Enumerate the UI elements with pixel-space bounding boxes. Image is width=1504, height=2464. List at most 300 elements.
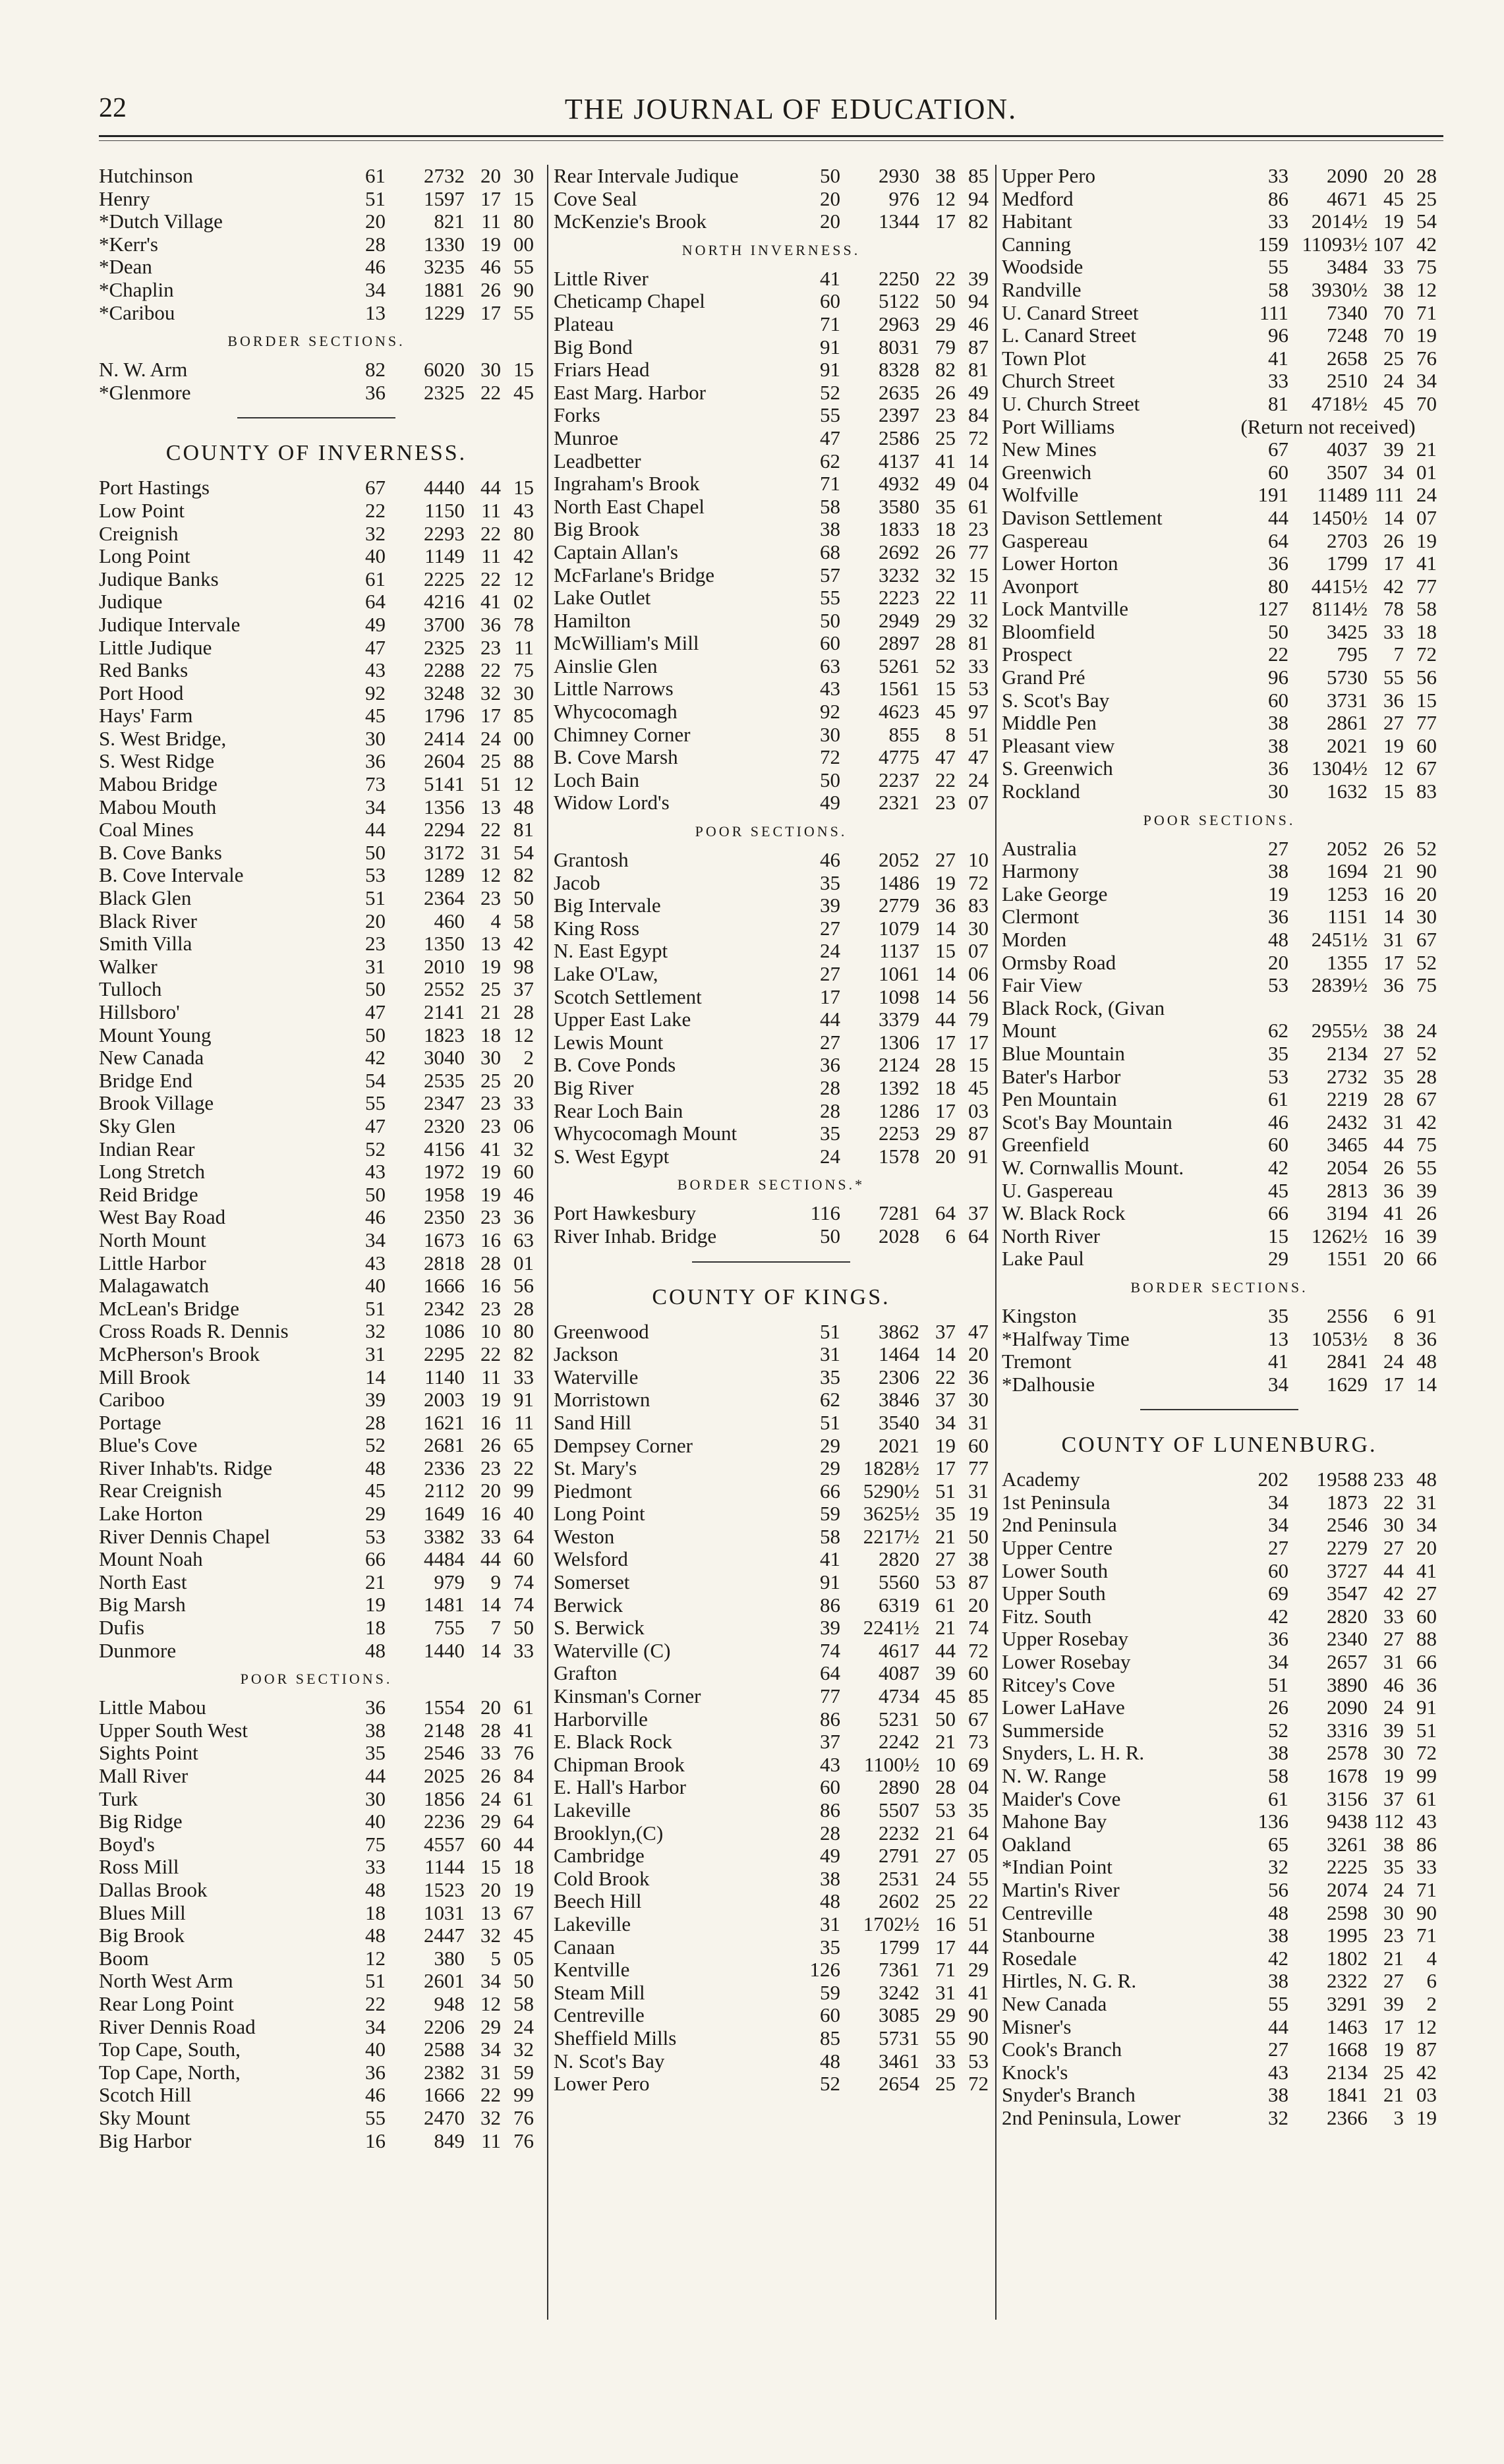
value-b: 2219 bbox=[1327, 1087, 1368, 1111]
value-b: 1149 bbox=[424, 544, 465, 568]
section-name: Coal Mines bbox=[99, 818, 194, 842]
value-c: 14 bbox=[1383, 505, 1404, 529]
value-a: 26 bbox=[1268, 1696, 1288, 1719]
table-row bbox=[1002, 1133, 1437, 1157]
value-d: 76 bbox=[513, 2129, 534, 2152]
section-name: Bloomfield bbox=[1002, 620, 1095, 643]
value-b: 3172 bbox=[424, 840, 465, 864]
value-b: 2598 bbox=[1327, 1901, 1368, 1924]
section-name: McPherson's Brook bbox=[99, 1342, 260, 1365]
section-name: Knock's bbox=[1002, 2061, 1068, 2084]
value-b: 1355 bbox=[1327, 950, 1368, 974]
value-d: 20 bbox=[968, 1342, 989, 1366]
table-row bbox=[99, 978, 534, 1001]
value-b: 460 bbox=[434, 909, 465, 932]
value-c: 19 bbox=[480, 232, 501, 256]
value-b: 1061 bbox=[879, 962, 919, 985]
value-c: 6 bbox=[945, 1224, 956, 1247]
value-a: 68 bbox=[820, 540, 840, 563]
value-b: 1330 bbox=[424, 232, 465, 256]
value-d: 88 bbox=[513, 749, 534, 773]
value-d: 28 bbox=[513, 1296, 534, 1320]
value-c: 33 bbox=[1383, 619, 1404, 643]
value-c: 11 bbox=[481, 498, 501, 522]
value-d: 28 bbox=[1416, 164, 1437, 187]
value-d: 87 bbox=[1416, 2038, 1437, 2061]
table-row bbox=[99, 545, 534, 568]
value-d: 81 bbox=[513, 818, 534, 842]
table-row bbox=[1002, 1947, 1437, 1970]
value-a bbox=[1242, 997, 1288, 1020]
journal-title: THE JOURNAL OF EDUCATION. bbox=[564, 93, 1018, 125]
table-row bbox=[1002, 1111, 1437, 1134]
value-c: 19 bbox=[1383, 1764, 1404, 1787]
value-d: 43 bbox=[1416, 1810, 1437, 1833]
table-row bbox=[1002, 1674, 1437, 1697]
value-a: 126 bbox=[809, 1958, 840, 1982]
value-c: 27 bbox=[935, 848, 956, 872]
value-c: 10 bbox=[935, 1752, 956, 1776]
section-name: Long Stretch bbox=[99, 1160, 205, 1184]
value-d: 94 bbox=[968, 186, 989, 210]
section-name: Bridge End bbox=[99, 1069, 193, 1092]
section-name: Steam Mill bbox=[554, 1981, 645, 2004]
value-d: 72 bbox=[968, 1638, 989, 1662]
value-d: 24 bbox=[1416, 483, 1437, 507]
value-a: 41 bbox=[1268, 1350, 1288, 1373]
value-a: 54 bbox=[365, 1068, 386, 1092]
value-c: 31 bbox=[1383, 1650, 1404, 1674]
value-d: 87 bbox=[968, 1122, 989, 1145]
value-c: 11 bbox=[481, 544, 501, 568]
section-name: Waterville (C) bbox=[554, 1639, 671, 1662]
value-c: 17 bbox=[935, 1935, 956, 1959]
section-name: Grantosh bbox=[554, 849, 629, 872]
value-c: 42 bbox=[1383, 574, 1404, 598]
value-c: 32 bbox=[480, 2106, 501, 2129]
value-d bbox=[1404, 997, 1437, 1020]
value-b: 2820 bbox=[879, 1547, 919, 1571]
table-row bbox=[99, 704, 534, 728]
section-name: Greenfield bbox=[1002, 1133, 1089, 1157]
table-row bbox=[1002, 1328, 1437, 1351]
value-a: 36 bbox=[1268, 1627, 1288, 1651]
value-a: 127 bbox=[1258, 597, 1288, 621]
value-c: 3 bbox=[1393, 2106, 1404, 2129]
section-name: Wolfville bbox=[1002, 484, 1079, 507]
value-a: 48 bbox=[1268, 928, 1288, 951]
value-d: 12 bbox=[513, 1023, 534, 1046]
section-name: Grand Pré bbox=[1002, 666, 1085, 689]
value-d: 82 bbox=[513, 1342, 534, 1365]
value-a: 55 bbox=[365, 1091, 386, 1115]
section-name: Middle Pen bbox=[1002, 712, 1097, 735]
value-b: 1828½ bbox=[863, 1456, 919, 1480]
value-a: 27 bbox=[820, 1030, 840, 1054]
value-b: 2148 bbox=[424, 1718, 465, 1742]
table-row bbox=[554, 1008, 989, 1031]
value-b: 5261 bbox=[879, 654, 919, 677]
value-c: 38 bbox=[935, 164, 956, 187]
value-b: 2546 bbox=[424, 1741, 465, 1765]
value-a: 92 bbox=[365, 681, 386, 704]
section-name: Rear Long Point bbox=[99, 1992, 234, 2015]
value-b: 1262½ bbox=[1311, 1224, 1368, 1247]
value-c: 35 bbox=[1383, 1064, 1404, 1088]
value-c: 20 bbox=[1383, 164, 1404, 187]
section-name: River Inhab. Bridge bbox=[554, 1224, 717, 1247]
value-b: 2025 bbox=[424, 1764, 465, 1787]
value-b: 2382 bbox=[424, 2060, 465, 2084]
table-row bbox=[1002, 1696, 1437, 1719]
table-row bbox=[1002, 165, 1437, 188]
table-row bbox=[1002, 1970, 1437, 1993]
value-b: 5507 bbox=[879, 1798, 919, 1821]
section-name: New Canada bbox=[1002, 1992, 1107, 2015]
value-d: 54 bbox=[1416, 210, 1437, 233]
value-a: 31 bbox=[365, 1342, 386, 1365]
value-b: 2241½ bbox=[863, 1616, 919, 1640]
value-d: 00 bbox=[513, 726, 534, 750]
table-row bbox=[1002, 621, 1437, 644]
value-a: 60 bbox=[820, 2003, 840, 2027]
value-c: 26 bbox=[480, 277, 501, 301]
table-row bbox=[99, 2061, 534, 2084]
value-b: 1551 bbox=[1327, 1247, 1368, 1271]
value-b: 5290½ bbox=[863, 1479, 919, 1503]
value-d: 66 bbox=[1416, 1247, 1437, 1271]
value-c: 4 bbox=[490, 909, 501, 932]
table-row bbox=[1002, 1019, 1437, 1043]
value-d: 71 bbox=[1416, 301, 1437, 324]
section-name: N. W. Arm bbox=[99, 358, 188, 382]
value-b: 2841 bbox=[1327, 1350, 1368, 1373]
value-c: 25 bbox=[935, 2072, 956, 2096]
value-a: 44 bbox=[1268, 505, 1288, 529]
value-a: 27 bbox=[1268, 1536, 1288, 1560]
value-c: 22 bbox=[480, 658, 501, 682]
value-a: 38 bbox=[820, 517, 840, 541]
value-c: 15 bbox=[935, 677, 956, 701]
value-d: 35 bbox=[968, 1798, 989, 1821]
value-c: 36 bbox=[480, 612, 501, 636]
value-b: 3540 bbox=[879, 1410, 919, 1434]
table-row bbox=[99, 1457, 534, 1480]
value-b: 3484 bbox=[1327, 255, 1368, 279]
value-c: 28 bbox=[1383, 1087, 1404, 1111]
value-c: 16 bbox=[480, 1502, 501, 1526]
value-d: 90 bbox=[1416, 1901, 1437, 1924]
value-b: 849 bbox=[434, 2129, 465, 2152]
value-d: 83 bbox=[1416, 780, 1437, 803]
value-b: 1649 bbox=[424, 1502, 465, 1526]
section-name: Snyders, L. H. R. bbox=[1002, 1742, 1145, 1765]
value-b: 1137 bbox=[879, 939, 919, 963]
section-name: L. Canard Street bbox=[1002, 324, 1137, 347]
value-b: 2336 bbox=[424, 1456, 465, 1479]
table-row bbox=[99, 682, 534, 705]
value-a: 60 bbox=[820, 631, 840, 655]
value-b: 2451½ bbox=[1311, 928, 1368, 951]
value-b: 3235 bbox=[424, 255, 465, 279]
value-c: 11 bbox=[481, 210, 501, 233]
value-c: 14 bbox=[935, 916, 956, 940]
section-name: Cariboo bbox=[99, 1389, 165, 1412]
section-name: W. Black Rock bbox=[1002, 1202, 1126, 1225]
section-name: Little Mabou bbox=[99, 1696, 206, 1719]
section-name: Sights Point bbox=[99, 1742, 198, 1765]
section-name: Creignish bbox=[99, 522, 179, 545]
value-b: 2253 bbox=[879, 1122, 919, 1145]
value-a: 29 bbox=[1268, 1247, 1288, 1271]
value-a: 24 bbox=[820, 939, 840, 963]
value-b: 2432 bbox=[1327, 1110, 1368, 1133]
section-name: U. Canard Street bbox=[1002, 301, 1139, 324]
value-a: 50 bbox=[365, 1182, 386, 1206]
section-name: Upper South West bbox=[99, 1719, 248, 1742]
section-name: Kentville bbox=[554, 1959, 630, 1982]
value-a: 18 bbox=[365, 1901, 386, 1924]
value-c: 38 bbox=[1383, 1832, 1404, 1856]
value-d: 06 bbox=[513, 1114, 534, 1137]
value-a: 39 bbox=[365, 1388, 386, 1412]
value-d: 48 bbox=[513, 795, 534, 818]
table-row bbox=[1002, 1088, 1437, 1111]
value-d: 30 bbox=[968, 916, 989, 940]
table-row bbox=[554, 404, 989, 427]
value-b: 4557 bbox=[424, 1832, 465, 1856]
value-c: 34 bbox=[935, 1410, 956, 1434]
value-c: 39 bbox=[1383, 1991, 1404, 2015]
value-c: 38 bbox=[1383, 1019, 1404, 1043]
value-b: 3580 bbox=[879, 494, 919, 518]
value-c: 19 bbox=[1383, 2038, 1404, 2061]
table-row bbox=[99, 590, 534, 614]
value-a: 60 bbox=[1268, 1133, 1288, 1157]
value-a: 32 bbox=[1268, 2106, 1288, 2129]
value-b: 1450½ bbox=[1311, 505, 1368, 529]
value-d: 42 bbox=[1416, 1110, 1437, 1133]
table-row bbox=[1002, 1305, 1437, 1328]
table-row bbox=[1002, 780, 1437, 803]
section-name: Dufis bbox=[99, 1617, 144, 1640]
value-a: 33 bbox=[1268, 369, 1288, 393]
section-name: Gaspereau bbox=[1002, 529, 1088, 552]
value-d: 34 bbox=[1416, 1513, 1437, 1537]
value-c: 8 bbox=[1393, 1327, 1404, 1350]
value-b: 2225 bbox=[1327, 1855, 1368, 1879]
value-c: 29 bbox=[935, 312, 956, 335]
value-d: 72 bbox=[968, 426, 989, 449]
table-row bbox=[554, 963, 989, 986]
value-a: 13 bbox=[1268, 1327, 1288, 1350]
table-row bbox=[1002, 1560, 1437, 1583]
value-d: 82 bbox=[513, 863, 534, 887]
section-name: Whycocomagh Mount bbox=[554, 1122, 738, 1145]
value-c: 78 bbox=[1383, 597, 1404, 621]
value-a: 61 bbox=[1268, 1087, 1288, 1111]
value-c: 16 bbox=[1383, 882, 1404, 905]
value-a: 27 bbox=[1268, 2038, 1288, 2061]
section-name: Academy bbox=[1002, 1468, 1080, 1491]
value-d: 50 bbox=[513, 1616, 534, 1640]
section-name: Davison Settlement bbox=[1002, 506, 1163, 529]
value-a: 52 bbox=[365, 1433, 386, 1457]
value-a: 20 bbox=[820, 210, 840, 233]
value-b: 2206 bbox=[424, 2015, 465, 2038]
table-row bbox=[1002, 1350, 1437, 1373]
value-d: 76 bbox=[513, 2106, 534, 2129]
section-name: Little Judique bbox=[99, 636, 212, 659]
value-b: 2586 bbox=[879, 426, 919, 449]
value-a: 27 bbox=[820, 962, 840, 985]
section-name: North East Chapel bbox=[554, 495, 705, 518]
value-a: 66 bbox=[365, 1547, 386, 1571]
section-name: Captain Allan's bbox=[554, 540, 678, 563]
value-c: 31 bbox=[480, 840, 501, 864]
value-c: 23 bbox=[480, 635, 501, 659]
value-b: 3727 bbox=[1327, 1559, 1368, 1582]
section-name: Boyd's bbox=[99, 1833, 155, 1856]
section-name: Centreville bbox=[554, 2004, 645, 2027]
value-b: 2654 bbox=[879, 2072, 919, 2096]
value-d: 37 bbox=[513, 977, 534, 1001]
value-c: 14 bbox=[480, 1638, 501, 1662]
value-d: 52 bbox=[1416, 950, 1437, 974]
section-name: Plateau bbox=[554, 312, 614, 335]
value-d: 51 bbox=[968, 722, 989, 746]
value-b: 1578 bbox=[879, 1144, 919, 1168]
value-c: 29 bbox=[935, 608, 956, 632]
value-d: 24 bbox=[968, 768, 989, 791]
section-name: Canaan bbox=[554, 1935, 615, 1959]
value-b: 1229 bbox=[424, 301, 465, 324]
table-row bbox=[554, 746, 989, 769]
value-d: 67 bbox=[1416, 1087, 1437, 1111]
value-a: 38 bbox=[1268, 1969, 1288, 1993]
value-c: 53 bbox=[935, 1798, 956, 1821]
value-c: 50 bbox=[935, 289, 956, 313]
value-b: 1629 bbox=[1327, 1372, 1368, 1396]
sub-heading: POOR SECTIONS. bbox=[240, 1671, 393, 1688]
value-a: 96 bbox=[1268, 666, 1288, 689]
value-d: 94 bbox=[968, 289, 989, 313]
value-a: 40 bbox=[365, 1274, 386, 1298]
value-a: 24 bbox=[820, 1144, 840, 1168]
value-b bbox=[1288, 997, 1368, 1020]
value-b: 4932 bbox=[879, 472, 919, 496]
value-b: 2322 bbox=[1327, 1969, 1368, 1993]
table-row bbox=[99, 1024, 534, 1047]
section-name: Smith Villa bbox=[99, 932, 192, 956]
table-row bbox=[1002, 575, 1437, 598]
value-b: 2535 bbox=[424, 1068, 465, 1092]
table-row bbox=[99, 1742, 534, 1765]
section-name: Hutchinson bbox=[99, 165, 193, 187]
value-d: 32 bbox=[513, 2038, 534, 2061]
value-b: 1678 bbox=[1327, 1764, 1368, 1787]
table-row bbox=[554, 1122, 989, 1145]
value-a: 46 bbox=[365, 2083, 386, 2107]
value-b: 1799 bbox=[879, 1935, 919, 1959]
value-b: 2295 bbox=[424, 1342, 465, 1365]
value-d: 78 bbox=[513, 612, 534, 636]
table-row bbox=[554, 1100, 989, 1123]
table-row bbox=[99, 1479, 534, 1503]
value-b: 3316 bbox=[1327, 1718, 1368, 1742]
table-row bbox=[99, 1046, 534, 1070]
value-d: 51 bbox=[1416, 1718, 1437, 1742]
value-c: 10 bbox=[480, 1319, 501, 1343]
value-a: 62 bbox=[820, 449, 840, 473]
value-a: 49 bbox=[820, 1844, 840, 1868]
value-c: 32 bbox=[480, 1924, 501, 1947]
value-b: 1668 bbox=[1327, 2038, 1368, 2061]
section-name: Red Banks bbox=[99, 659, 188, 682]
value-c: 17 bbox=[480, 704, 501, 728]
value-d: 19 bbox=[1416, 324, 1437, 347]
value-b: 2732 bbox=[1327, 1064, 1368, 1088]
value-a: 34 bbox=[365, 795, 386, 818]
value-b: 2350 bbox=[424, 1205, 465, 1229]
section-name: Upper Pero bbox=[1002, 165, 1096, 187]
value-b: 1392 bbox=[879, 1075, 919, 1099]
section-name: B. Cove Intervale bbox=[99, 864, 244, 887]
section-name: Little Narrows bbox=[554, 677, 674, 701]
value-d: 15 bbox=[513, 358, 534, 382]
value-a: 44 bbox=[1268, 2015, 1288, 2038]
value-b: 855 bbox=[888, 722, 919, 746]
value-b: 3291 bbox=[1327, 1991, 1368, 2015]
value-a: 48 bbox=[365, 1877, 386, 1901]
table-row bbox=[554, 1617, 989, 1640]
value-a: 62 bbox=[820, 1388, 840, 1412]
value-c: 6 bbox=[1393, 1304, 1404, 1327]
table-row bbox=[99, 1970, 534, 1993]
table-row bbox=[554, 210, 989, 233]
value-b: 1673 bbox=[424, 1228, 465, 1251]
value-b: 2293 bbox=[424, 521, 465, 545]
section-name: Snyder's Branch bbox=[1002, 2084, 1136, 2107]
table-row bbox=[99, 1275, 534, 1298]
section-name: S. West Egypt bbox=[554, 1145, 670, 1168]
value-c: 25 bbox=[1383, 2060, 1404, 2084]
section-name: Cheticamp Chapel bbox=[554, 290, 705, 313]
value-d: 15 bbox=[968, 1053, 989, 1077]
value-d: 71 bbox=[1416, 1877, 1437, 1901]
value-d: 33 bbox=[513, 1638, 534, 1662]
section-name: Morden bbox=[1002, 929, 1067, 951]
section-name: Blue Mountain bbox=[1002, 1042, 1125, 1065]
value-b: 2552 bbox=[424, 977, 465, 1001]
section-name: Leadbetter bbox=[554, 449, 641, 473]
value-a: 48 bbox=[1268, 1901, 1288, 1924]
value-d: 91 bbox=[968, 1144, 989, 1168]
value-a: 43 bbox=[365, 1251, 386, 1275]
value-d: 32 bbox=[513, 1137, 534, 1160]
value-a: 86 bbox=[1268, 186, 1288, 210]
section-name: Port Hastings bbox=[99, 476, 210, 500]
value-b: 1481 bbox=[424, 1593, 465, 1617]
value-a: 67 bbox=[365, 476, 386, 500]
value-a: 52 bbox=[820, 380, 840, 404]
value-a: 29 bbox=[365, 1502, 386, 1526]
value-b: 1151 bbox=[1327, 905, 1368, 929]
table-row bbox=[554, 188, 989, 211]
value-b: 2963 bbox=[879, 312, 919, 335]
value-b: 7361 bbox=[879, 1958, 919, 1982]
value-d: 36 bbox=[968, 1365, 989, 1389]
